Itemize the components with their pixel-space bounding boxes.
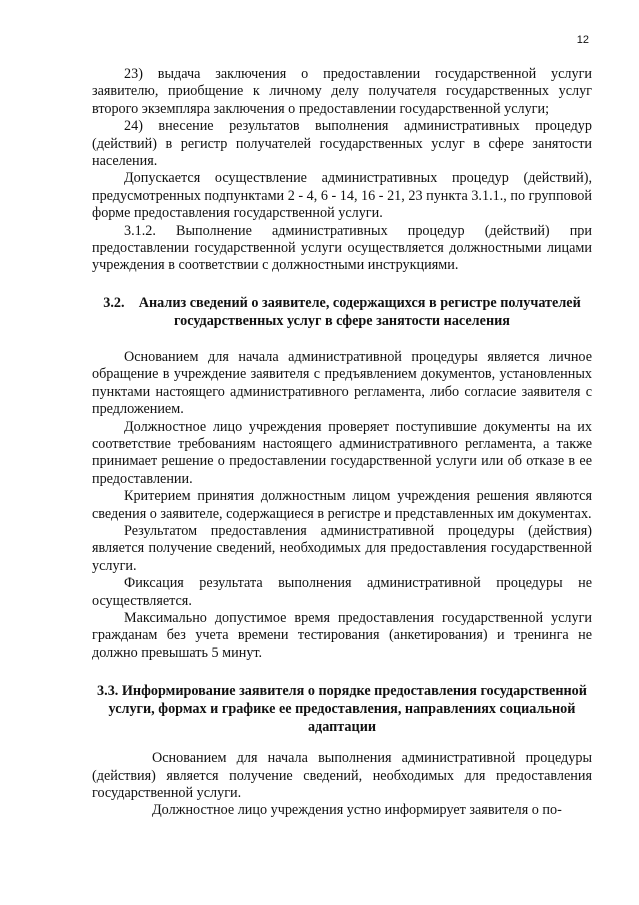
section-heading-3-3: 3.3. Информирование заявителя о порядке предоставления государственной услуги, формах и графике ее предоставления, направлениях социальной адаптации (97, 683, 587, 736)
paragraph-3-2-result: Результатом предоставления административной процедуры (действия) является получение сведений, необходимых для предоставления государственной услуги. (92, 522, 592, 574)
paragraph-3-3-inform: Должностное лицо учреждения устно информирует заявителя о по- (152, 802, 562, 819)
section-heading-3-2: 3.2. Анализ сведений о заявителе, содержащихся в регистре получателей государственных услуг в сфере занятости населения (103, 294, 585, 329)
paragraph-3-2-basis: Основанием для начала административной процедуры является личное обращение в учреждение заявителя с предъявлением документов, установленных пунктами настоящего административного регламента, либо согласие заявителя с предложением. (92, 348, 592, 418)
paragraph-item-24: 24) внесение результатов выполнения административных процедур (действий) в регистр получателей государственных услуг в сфере занятости населения. (92, 118, 592, 170)
paragraph-group-form: Допускается осуществление административных процедур (действий), предусмотренных подпунктами 2 - 4, 6 - 14, 16 - 21, 23 пункта 3.1.1., по групповой форме предоставления государственной услуги. (92, 170, 592, 222)
paragraph-3-2-check: Должностное лицо учреждения проверяет поступившие документы на их соответствие требованиям настоящего административного регламента, а также принимает решение о предоставлении государственной услуги или об отказе в ее предоставлении. (92, 418, 592, 487)
paragraph-item-23: 23) выдача заключения о предоставлении государственной услуги заявителю, приобщение к личному делу получателя государственных услуг второго экземпляра заключения о предоставлении государственной услуги; (92, 66, 592, 117)
page-number: 12 (576, 34, 589, 46)
paragraph-3-2-criterion: Критерием принятия должностным лицом учреждения решения являются сведения о заявителе, содержащиеся в регистре и представленных им документах. (92, 488, 592, 522)
paragraph-3-2-max-time: Максимально допустимое время предоставления государственной услуги гражданам без учета времени тестирования (анкетирования) и тренинга не должно превышать 5 минут. (92, 609, 592, 661)
document-body (92, 66, 592, 820)
paragraph-3-2-fixation: Фиксация результата выполнения административной процедуры не осуществляется. (92, 575, 592, 609)
paragraph-3-3-basis: Основанием для начала выполнения административной процедуры (действия) является получение сведений, необходимых для предоставления государственной услуги. (92, 750, 592, 801)
paragraph-3-1-2: 3.1.2. Выполнение административных процедур (действий) при предоставлении государственной услуги осуществляется должностными лицами учреждения в соответствии с должностными инструкциями. (92, 222, 592, 274)
